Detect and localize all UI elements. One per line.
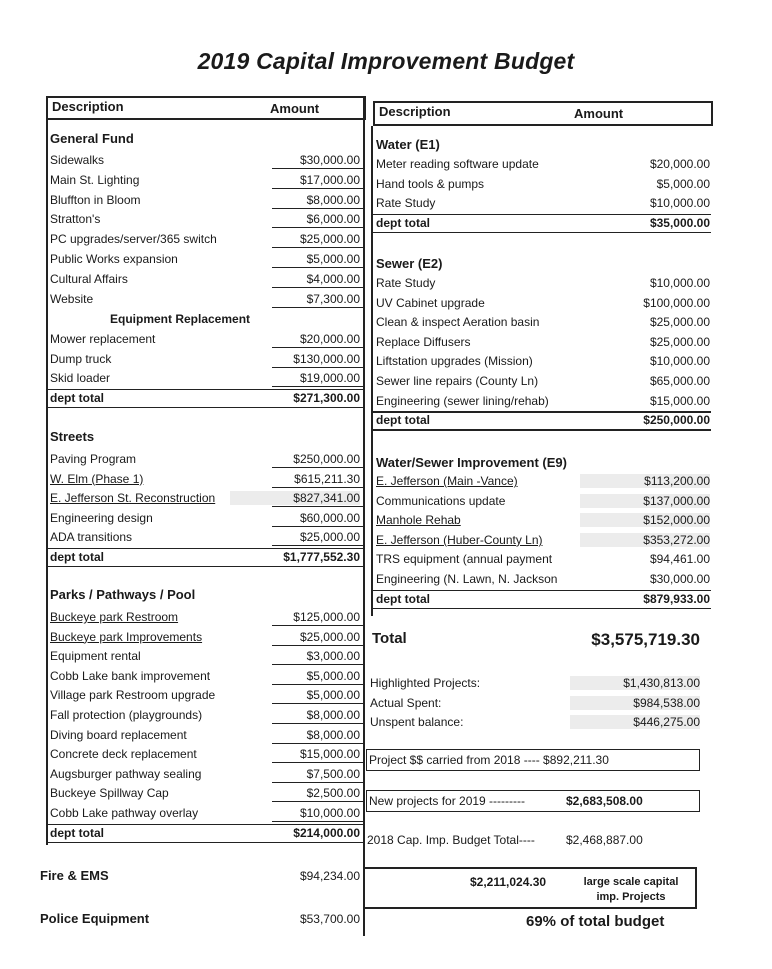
- parks-row-label: Augsburger pathway sealing: [50, 766, 202, 781]
- streets-total-amount: $1,777,552.30: [283, 549, 360, 564]
- ws-improvement-row-amount: $353,272.00: [580, 533, 710, 547]
- amount-rule: [272, 506, 363, 507]
- general-fund-row-label: Sidewalks: [50, 153, 105, 167]
- parks-row-label: Equipment rental: [50, 649, 141, 664]
- amount-rule: [272, 487, 363, 488]
- ws-improvement-row-label: Manhole Rehab: [376, 513, 461, 528]
- left-description-header: Description: [52, 99, 124, 114]
- amount-rule: [272, 188, 363, 189]
- amount-rule: [272, 743, 363, 744]
- sewer-row-amount: $65,000.00: [649, 374, 710, 388]
- equipment-replacement-heading: Equipment Replacement: [110, 312, 251, 327]
- sewer-row-label: Clean & inspect Aeration basin: [376, 315, 540, 330]
- streets-total-label: dept total: [50, 549, 104, 564]
- parks-row-amount: $2,500.00: [306, 786, 360, 801]
- parks-total-label: dept total: [50, 825, 104, 840]
- ws-improvement-total-label: dept total: [376, 591, 430, 606]
- water-row-label: Rate Study: [376, 196, 436, 210]
- amount-rule: [272, 645, 363, 646]
- amount-rule: [272, 821, 363, 822]
- amount-rule: [272, 168, 363, 169]
- ws-improvement-total-amount: $879,933.00: [643, 591, 710, 606]
- streets-row-label: ADA transitions: [50, 530, 133, 544]
- parks-row-label: Buckeye park Improvements: [50, 629, 203, 644]
- grand-total-amount: $3,575,719.30: [591, 630, 700, 649]
- parks-row-label: Cobb Lake pathway overlay: [50, 806, 199, 820]
- water-total-amount: $35,000.00: [649, 215, 710, 230]
- dept-total-rule: [371, 232, 711, 234]
- amount-rule: [272, 545, 363, 546]
- budget-2018-amount: $2,468,887.00: [566, 833, 643, 847]
- water-total-label: dept total: [376, 215, 430, 230]
- large-scale-label: large scale capital imp. Projects: [583, 876, 679, 903]
- amount-rule: [272, 287, 363, 288]
- ws-improvement-row-label: TRS equipment (annual payment: [376, 552, 553, 567]
- sewer-row-label: Engineering (sewer lining/rehab): [376, 393, 549, 408]
- parks-row-label: Concrete deck replacement: [50, 747, 197, 762]
- sewer-row-label: Sewer line repairs (County Ln): [376, 374, 539, 388]
- parks-row-amount: $8,000.00: [306, 708, 360, 722]
- highlighted-row-amount: $1,430,813.00: [570, 676, 700, 690]
- dept-total-rule: [371, 429, 711, 431]
- ws-improvement-heading: Water/Sewer Improvement (E9): [376, 455, 567, 470]
- general-fund-row-amount: $17,000.00: [299, 172, 360, 187]
- amount-rule: [272, 801, 363, 802]
- amount-rule: [272, 227, 363, 228]
- highlighted-row-amount: $446,275.00: [570, 715, 700, 729]
- parks-row-amount: $15,000.00: [299, 747, 360, 762]
- parks-total-amount: $214,000.00: [293, 825, 360, 840]
- sewer-row-amount: $15,000.00: [649, 393, 710, 408]
- amount-rule: [272, 307, 363, 308]
- sewer-heading: Sewer (E2): [376, 256, 443, 271]
- right-amount-header: Amount: [574, 106, 624, 121]
- water-row-amount: $10,000.00: [649, 196, 710, 210]
- amount-rule: [272, 782, 363, 783]
- fire-ems-label: Fire & EMS: [40, 868, 109, 883]
- new-projects-label: New projects for 2019 ---------: [369, 794, 526, 808]
- parks-row-label: Buckeye park Restroom: [50, 610, 179, 624]
- left-frame-left: [46, 96, 48, 845]
- fire-ems-amount: $94,234.00: [299, 869, 360, 883]
- water-heading: Water (E1): [376, 137, 440, 152]
- highlighted-row-label: Highlighted Projects:: [370, 676, 481, 690]
- sewer-total-amount: $250,000.00: [643, 413, 710, 428]
- parks-row-amount: $25,000.00: [299, 629, 360, 644]
- general-fund-row-label: Stratton's: [50, 212, 101, 227]
- left-frame-right: [363, 96, 365, 936]
- amount-rule: [272, 208, 363, 209]
- equipment-row-amount: $19,000.00: [299, 371, 360, 386]
- amount-rule: [272, 347, 363, 348]
- carried-text: Project $$ carried from 2018 ---- $892,211.30: [369, 753, 609, 767]
- streets-row-label: Paving Program: [50, 452, 137, 466]
- amount-rule: [272, 684, 363, 685]
- amount-rule: [272, 367, 363, 368]
- new-projects-amount: $2,683,508.00: [566, 794, 643, 808]
- general-fund-row-label: Cultural Affairs: [50, 271, 128, 286]
- highlighted-row-label: Actual Spent:: [370, 695, 442, 710]
- parks-row-label: Buckeye Spillway Cap: [50, 786, 169, 801]
- amount-rule: [272, 247, 363, 248]
- general-fund-row-amount: $5,000.00: [306, 252, 360, 266]
- equipment-row-label: Skid loader: [50, 371, 111, 386]
- water-row-amount: $20,000.00: [649, 157, 710, 171]
- dept-total-rule: [46, 566, 364, 568]
- ws-improvement-row-label: Engineering (N. Lawn, N. Jackson: [376, 572, 558, 586]
- parks-row-label: Cobb Lake bank improvement: [50, 668, 211, 683]
- large-scale-amount: $2,211,024.30: [470, 875, 547, 889]
- general-fund-row-label: PC upgrades/server/365 switch: [50, 232, 217, 247]
- sewer-row-amount: $25,000.00: [649, 334, 710, 349]
- amount-rule: [272, 762, 363, 763]
- parks-heading: Parks / Pathways / Pool: [50, 587, 196, 602]
- general-fund-row-label: Website: [50, 291, 94, 306]
- sewer-row-amount: $10,000.00: [649, 354, 710, 369]
- streets-row-label: Engineering design: [50, 510, 153, 525]
- grand-total-label: Total: [372, 630, 407, 647]
- sewer-total-label: dept total: [376, 413, 430, 428]
- streets-row-amount: $250,000.00: [293, 452, 360, 466]
- general-fund-row-label: Bluffton in Bloom: [50, 192, 141, 207]
- dept-total-rule: [46, 842, 364, 844]
- budget-2018-label: 2018 Cap. Imp. Budget Total----: [367, 833, 535, 847]
- general-fund-total-label: dept total: [50, 390, 104, 405]
- general-fund-row-label: Main St. Lighting: [50, 172, 140, 187]
- parks-row-amount: $5,000.00: [306, 668, 360, 683]
- ws-improvement-row-amount: $113,200.00: [580, 474, 710, 488]
- highlighted-row-label: Unspent balance:: [370, 715, 464, 729]
- general-fund-row-amount: $30,000.00: [299, 153, 360, 167]
- general-fund-heading: General Fund: [50, 131, 134, 146]
- amount-rule: [272, 723, 363, 724]
- sewer-row-amount: $100,000.00: [643, 295, 710, 310]
- police-equipment-amount: $53,700.00: [299, 912, 360, 926]
- sewer-row-label: Liftstation upgrades (Mission): [376, 354, 533, 369]
- streets-row-label: E. Jefferson St. Reconstruction: [50, 491, 216, 505]
- amount-rule: [272, 267, 363, 268]
- streets-row-amount: $60,000.00: [299, 510, 360, 525]
- streets-row-label: W. Elm (Phase 1): [50, 471, 144, 486]
- amount-rule: [272, 664, 363, 665]
- amount-rule: [272, 467, 363, 468]
- general-fund-row-label: Public Works expansion: [50, 252, 178, 266]
- general-fund-row-amount: $8,000.00: [306, 192, 360, 207]
- ws-improvement-row-label: Communications update: [376, 493, 506, 508]
- streets-heading: Streets: [50, 429, 95, 444]
- highlighted-row-amount: $984,538.00: [570, 696, 700, 710]
- sewer-row-label: Replace Diffusers: [376, 334, 471, 349]
- sewer-row-label: UV Cabinet upgrade: [376, 295, 485, 310]
- parks-row-amount: $8,000.00: [306, 727, 360, 742]
- general-fund-row-amount: $4,000.00: [306, 271, 360, 286]
- amount-rule: [272, 625, 363, 626]
- parks-row-amount: $5,000.00: [306, 688, 360, 703]
- page-title: 2019 Capital Improvement Budget: [197, 48, 575, 74]
- ws-improvement-row-label: E. Jefferson (Main -Vance): [376, 474, 518, 488]
- dept-total-rule: [46, 407, 364, 409]
- general-fund-row-amount: $7,300.00: [306, 291, 360, 306]
- parks-row-amount: $125,000.00: [293, 610, 360, 624]
- amount-rule: [272, 526, 363, 527]
- amount-rule: [272, 386, 363, 387]
- water-row-label: Hand tools & pumps: [376, 176, 485, 191]
- streets-row-amount: $615,211.30: [294, 471, 360, 486]
- sewer-row-amount: $10,000.00: [649, 276, 710, 290]
- ws-improvement-row-label: E. Jefferson (Huber-County Ln): [376, 532, 543, 547]
- streets-row-amount: $827,341.00: [230, 491, 360, 505]
- sewer-row-label: Rate Study: [376, 276, 436, 290]
- equipment-row-label: Mower replacement: [50, 332, 156, 347]
- parks-row-label: Diving board replacement: [50, 727, 187, 742]
- parks-row-label: Fall protection (playgrounds): [50, 708, 203, 722]
- ws-improvement-row-amount: $152,000.00: [580, 513, 710, 527]
- streets-row-amount: $25,000.00: [299, 530, 360, 544]
- sewer-row-amount: $25,000.00: [649, 315, 710, 330]
- general-fund-row-amount: $6,000.00: [306, 212, 360, 227]
- percent-of-budget: 69% of total budget: [526, 913, 665, 930]
- parks-row-amount: $10,000.00: [299, 806, 360, 820]
- left-amount-header: Amount: [270, 101, 320, 116]
- equipment-row-amount: $20,000.00: [299, 332, 360, 347]
- ws-improvement-row-amount: $94,461.00: [649, 552, 710, 567]
- dept-total-rule: [371, 608, 711, 610]
- parks-row-amount: $7,500.00: [306, 766, 360, 781]
- right-description-header: Description: [379, 104, 451, 119]
- general-fund-row-amount: $25,000.00: [299, 232, 360, 247]
- equipment-row-label: Dump truck: [50, 351, 112, 366]
- police-equipment-label: Police Equipment: [40, 911, 150, 926]
- equipment-row-amount: $130,000.00: [293, 351, 360, 366]
- water-row-amount: $5,000.00: [656, 176, 710, 191]
- parks-row-amount: $3,000.00: [306, 649, 360, 664]
- amount-rule: [272, 703, 363, 704]
- parks-row-label: Village park Restroom upgrade: [50, 688, 216, 703]
- water-row-label: Meter reading software update: [376, 157, 539, 171]
- ws-improvement-row-amount: $137,000.00: [580, 494, 710, 508]
- general-fund-total-amount: $271,300.00: [293, 390, 360, 405]
- right-frame-left: [371, 126, 373, 616]
- ws-improvement-row-amount: $30,000.00: [649, 572, 710, 586]
